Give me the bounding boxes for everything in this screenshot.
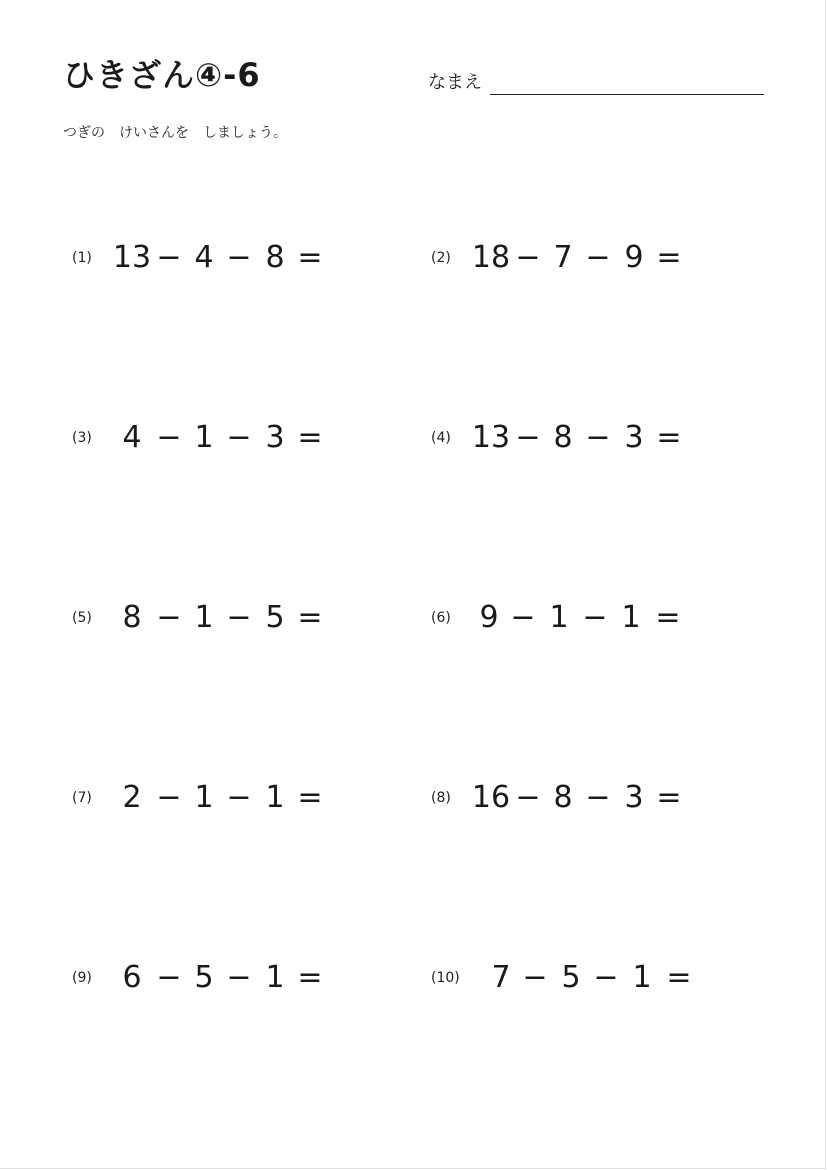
problem-number: (10) <box>431 970 460 986</box>
subtrahend-2: 9 <box>624 240 644 275</box>
equals-sign: = <box>656 240 682 275</box>
name-label: なまえ <box>428 72 482 93</box>
equals-sign: = <box>297 420 323 455</box>
minus-sign: − <box>226 960 252 995</box>
equals-sign: = <box>656 420 682 455</box>
minus-sign: − <box>585 240 611 275</box>
subtrahend-2: 1 <box>265 780 285 815</box>
minus-sign: − <box>226 600 252 635</box>
equals-sign: = <box>655 600 681 635</box>
subtrahend-1: 8 <box>553 780 573 815</box>
subtrahend-1: 1 <box>194 420 214 455</box>
equals-sign: = <box>297 600 323 635</box>
minuend: 8 <box>122 600 142 635</box>
problem-number: (2) <box>431 250 451 266</box>
minus-sign: − <box>510 600 536 635</box>
problem-5 <box>72 598 342 638</box>
problem-4 <box>431 418 701 458</box>
minuend: 13 <box>112 240 152 275</box>
problem-7 <box>72 778 342 818</box>
subtrahend-2: 3 <box>624 420 644 455</box>
minus-sign: − <box>515 780 541 815</box>
subtrahend-2: 1 <box>265 960 285 995</box>
instruction-text: つぎの けいさんを しましょう。 <box>63 125 287 141</box>
subtrahend-1: 1 <box>194 600 214 635</box>
subtrahend-1: 1 <box>549 600 569 635</box>
problem-number: (5) <box>72 610 92 626</box>
problem-number: (6) <box>431 610 451 626</box>
minus-sign: − <box>226 240 252 275</box>
minuend: 9 <box>479 600 499 635</box>
minuend: 13 <box>471 420 511 455</box>
subtrahend-1: 7 <box>553 240 573 275</box>
problem-1 <box>72 238 342 278</box>
page-title: ひきざん④-6 <box>63 56 261 94</box>
minuend: 16 <box>471 780 511 815</box>
equals-sign: = <box>297 780 323 815</box>
subtrahend-1: 4 <box>194 240 214 275</box>
subtrahend-1: 5 <box>561 960 581 995</box>
problem-8 <box>431 778 701 818</box>
minus-sign: − <box>156 960 182 995</box>
minus-sign: − <box>156 240 182 275</box>
problem-2 <box>431 238 701 278</box>
problem-number: (4) <box>431 430 451 446</box>
subtrahend-1: 5 <box>194 960 214 995</box>
minus-sign: − <box>156 600 182 635</box>
minuend: 6 <box>122 960 142 995</box>
name-input-line[interactable] <box>490 94 764 95</box>
minuend: 4 <box>122 420 142 455</box>
minus-sign: − <box>226 780 252 815</box>
problem-number: (9) <box>72 970 92 986</box>
minus-sign: − <box>522 960 548 995</box>
problem-6 <box>431 598 701 638</box>
equals-sign: = <box>656 780 682 815</box>
minus-sign: − <box>515 240 541 275</box>
equals-sign: = <box>666 960 692 995</box>
problem-3 <box>72 418 342 458</box>
subtrahend-1: 1 <box>194 780 214 815</box>
subtrahend-2: 8 <box>265 240 285 275</box>
subtrahend-2: 5 <box>265 600 285 635</box>
subtrahend-2: 3 <box>624 780 644 815</box>
problem-number: (3) <box>72 430 92 446</box>
minus-sign: − <box>156 420 182 455</box>
subtrahend-1: 8 <box>553 420 573 455</box>
minus-sign: − <box>226 420 252 455</box>
minus-sign: − <box>582 600 608 635</box>
problem-10 <box>431 958 711 998</box>
equals-sign: = <box>297 240 323 275</box>
equals-sign: = <box>297 960 323 995</box>
problem-9 <box>72 958 342 998</box>
minuend: 7 <box>491 960 511 995</box>
problem-number: (7) <box>72 790 92 806</box>
minuend: 2 <box>122 780 142 815</box>
minus-sign: − <box>515 420 541 455</box>
minus-sign: − <box>593 960 619 995</box>
problem-number: (1) <box>72 250 92 266</box>
minuend: 18 <box>471 240 511 275</box>
problem-number: (8) <box>431 790 451 806</box>
minus-sign: − <box>585 420 611 455</box>
subtrahend-2: 1 <box>632 960 652 995</box>
minus-sign: − <box>156 780 182 815</box>
minus-sign: − <box>585 780 611 815</box>
subtrahend-2: 3 <box>265 420 285 455</box>
subtrahend-2: 1 <box>621 600 641 635</box>
